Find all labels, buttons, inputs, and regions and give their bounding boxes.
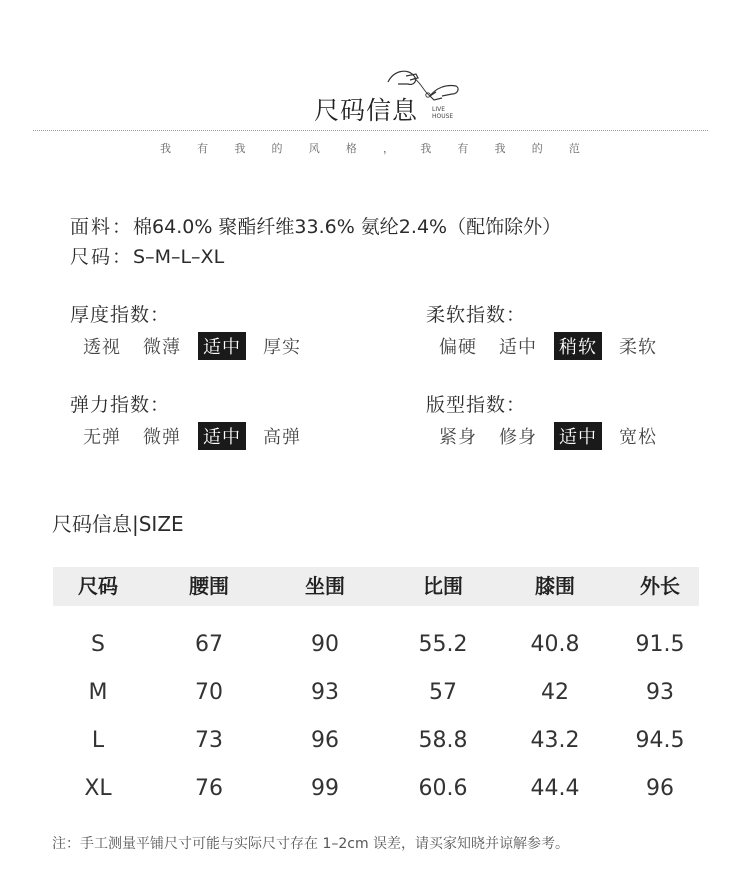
fit-title: 版型指数： — [426, 394, 527, 416]
option-thin: 微薄 — [143, 337, 181, 358]
option-thick: 厚实 — [263, 337, 301, 358]
thickness-index — [70, 300, 370, 360]
table-cell: 93 — [646, 680, 674, 705]
table-cell: 42 — [541, 680, 569, 705]
table-cell: 93 — [311, 680, 339, 705]
table-cell: 76 — [195, 776, 223, 801]
table-cell: 70 — [195, 680, 223, 705]
size-label: 尺码： — [70, 246, 134, 268]
dotted-divider — [33, 130, 708, 131]
option-slim: 修身 — [499, 427, 537, 448]
option-medium-selected: 适中 — [198, 422, 246, 450]
elasticity-title: 弹力指数： — [70, 394, 171, 416]
slogan-char: 我 — [160, 142, 171, 155]
slogan-char: 我 — [420, 142, 432, 155]
table-cell: 73 — [195, 728, 223, 753]
softness-options — [434, 332, 726, 360]
elasticity-index — [70, 390, 370, 450]
size-table-header — [53, 567, 699, 606]
slogan-char: 范 — [568, 142, 580, 155]
logo-text-house: HOUSE — [432, 113, 454, 120]
column-header: 腰围 — [189, 574, 229, 598]
table-cell: 96 — [311, 728, 339, 753]
table-cell: 43.2 — [530, 728, 580, 753]
thickness-title: 厚度指数： — [70, 304, 171, 326]
column-header: 坐围 — [305, 574, 345, 598]
table-row — [53, 721, 699, 761]
fabric-line — [70, 212, 561, 239]
softness-index — [426, 300, 726, 360]
slogan-char: 的 — [531, 142, 543, 155]
slogan-char: 的 — [271, 142, 283, 155]
table-cell: 96 — [646, 776, 674, 801]
table-cell: S — [91, 632, 105, 657]
slogan-char: 我 — [234, 142, 246, 155]
table-cell: 99 — [311, 776, 339, 801]
size-value: S–M–L–XL — [133, 246, 225, 268]
table-cell: 55.2 — [418, 632, 468, 657]
option-see-through: 透视 — [83, 337, 121, 358]
table-cell: 40.8 — [530, 632, 580, 657]
slogan-char: 格 — [345, 142, 357, 155]
slogan-char: ， — [383, 142, 395, 155]
measurement-note: 注：手工测量平铺尺寸可能与实际尺寸存在 1–2cm 误差，请买家知晓并谅解参考。 — [52, 836, 570, 852]
thickness-options — [78, 332, 370, 360]
option-stiff: 偏硬 — [439, 337, 477, 358]
table-cell: L — [91, 728, 105, 753]
fit-options — [434, 422, 726, 450]
table-cell: 58.8 — [418, 728, 468, 753]
table-cell: 91.5 — [635, 632, 685, 657]
softness-title: 柔软指数： — [426, 304, 527, 326]
table-cell: 60.6 — [418, 776, 468, 801]
slogan — [160, 140, 580, 156]
logo-text-live: LIVE — [432, 106, 446, 113]
table-cell: XL — [84, 776, 112, 801]
option-no-stretch: 无弹 — [83, 427, 121, 448]
page-title: 尺码信息 — [314, 96, 419, 125]
slogan-char: 风 — [308, 142, 320, 155]
column-header: 比围 — [423, 574, 463, 598]
option-loose: 宽松 — [619, 427, 657, 448]
option-regular-selected: 适中 — [554, 422, 602, 450]
option-slight-stretch: 微弹 — [143, 427, 181, 448]
column-header: 膝围 — [535, 574, 575, 598]
elasticity-options — [78, 422, 370, 450]
option-medium: 适中 — [499, 337, 537, 358]
slogan-char: 我 — [494, 142, 506, 155]
size-table-heading: 尺码信息|SIZE — [52, 512, 184, 536]
size-line — [70, 242, 224, 269]
logo-wordmark — [432, 106, 472, 120]
fit-index — [426, 390, 726, 450]
option-slightly-soft-selected: 稍软 — [554, 332, 602, 360]
fabric-label: 面料： — [70, 216, 134, 238]
column-header: 外长 — [640, 574, 680, 598]
table-cell: 90 — [311, 632, 339, 657]
table-cell: 57 — [429, 680, 457, 705]
table-cell: 44.4 — [530, 776, 580, 801]
slogan-char: 有 — [457, 142, 469, 155]
column-header: 尺码 — [78, 574, 118, 598]
table-row — [53, 625, 699, 665]
table-row — [53, 673, 699, 713]
option-tight: 紧身 — [439, 427, 477, 448]
table-cell: 67 — [195, 632, 223, 657]
table-cell: M — [88, 680, 108, 705]
slogan-char: 有 — [197, 142, 209, 155]
option-high-stretch: 高弹 — [263, 427, 301, 448]
table-row — [53, 769, 699, 809]
fabric-value: 棉64.0% 聚酯纤维33.6% 氨纶2.4%（配饰除外） — [133, 216, 562, 238]
page-header — [0, 0, 750, 170]
option-soft: 柔软 — [619, 337, 657, 358]
option-medium-selected: 适中 — [198, 332, 246, 360]
table-cell: 94.5 — [635, 728, 685, 753]
